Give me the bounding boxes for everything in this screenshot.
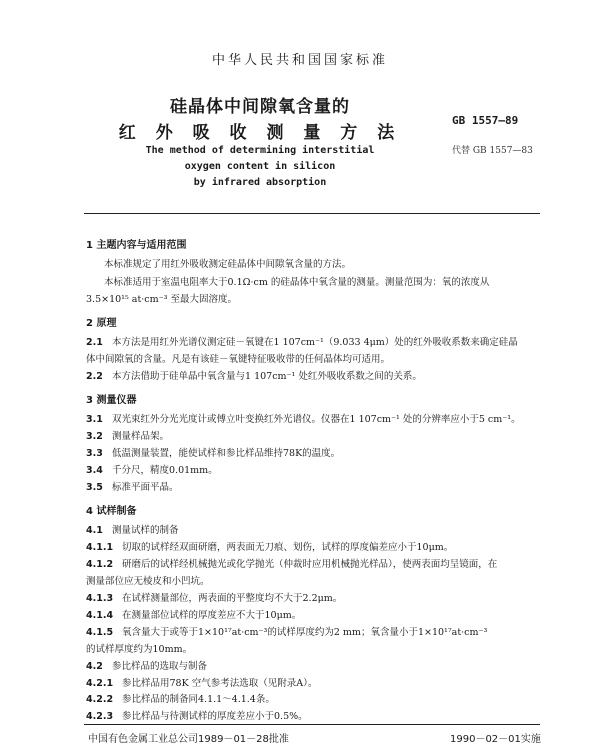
item-text: 测量样品架。 [112,431,170,442]
item-4-1-5-continued: 的试样厚度约为10mm。 [86,644,193,655]
item-4-1-2 [86,556,497,570]
item-number: 4.1.2 [86,559,114,570]
item-number: 4.2.1 [86,678,114,689]
item-4-2-3 [86,708,308,724]
item-number: 4.1.5 [86,627,114,638]
item-text: 切取的试样经双面研磨，两表面无刀痕、划伤，试样的厚度偏差应小于10μm。 [122,542,454,553]
section-1-paragraph-2b: 3.5×10¹⁵ at·cm⁻³ 至最大固溶度。 [86,294,237,305]
item-number: 3.3 [86,448,103,459]
item-4-1-2-continued: 测量部位应无棱皮和小凹坑。 [86,576,210,587]
item-2-1-continued: 体中间隙氧的含量。凡是有该硅－氧键特征吸收带的任何晶体均可适用。 [86,354,391,365]
item-number: 2.2 [86,371,103,382]
item-number: 4.1 [86,525,103,536]
item-number: 4.1.4 [86,610,114,621]
item-number: 3.2 [86,431,103,442]
national-standard-header: 中华人民共和国国家标准 [211,53,388,68]
title-en-line-1: The method of determining interstitial [145,145,375,156]
item-text: 标准平面平晶。 [112,482,179,493]
bottom-divider [84,724,540,725]
item-text: 在测量部位试样的厚度差应不大于10μm。 [122,610,302,621]
item-text: 千分尺，精度0.01mm。 [112,465,218,476]
section-1-heading: 1 主题内容与适用范围 [86,240,187,251]
item-number: 3.5 [86,482,103,493]
item-4-2 [86,658,207,672]
item-number: 4.1.1 [86,542,114,553]
item-3-3 [86,445,340,459]
title-cn-line-1: 硅晶体中间隙氧含量的 [170,97,350,117]
item-text: 本方法借助于硅单晶中氧含量与1 107cm⁻¹ 处红外吸收系数之间的关系。 [112,371,422,382]
section-1-paragraph-2a: 本标准适用于室温电阻率大于0.1Ω·cm 的硅晶体中氧含量的测量。测量范围为：氧的浓度从 [104,277,490,288]
item-number: 2.1 [86,337,103,348]
item-text: 氧含量大于或等于1×10¹⁷at·cm⁻³的试样厚度约为2 mm；氧含量小于1×10¹⁷at·cm⁻³ [122,627,488,638]
item-text: 在试样测量部位，两表面的平整度均不大于2.2μm。 [122,593,343,604]
item-text: 参比样品的制备同4.1.1～4.1.4条。 [122,694,275,705]
item-text: 测量试样的制备 [112,525,179,536]
item-4-1 [86,522,179,536]
item-2-2 [86,368,422,382]
item-2-1 [86,334,518,348]
item-3-2 [86,428,169,442]
item-number: 3.4 [86,465,103,476]
standard-code: GB 1557—89 [452,114,519,127]
item-text: 研磨后的试样经机械抛光或化学抛光（仲裁时应用机械抛光样品），使两表面均呈镜面，在 [122,559,498,570]
item-4-1-3 [86,590,342,604]
item-text: 双光束红外分光光度计或傅立叶变换红外光谱仪。仪器在1 107cm⁻¹ 处的分辨率应小于5 cm⁻¹。 [112,414,521,425]
approval-statement: 中国有色金属工业总公司1989－01－28批准 [88,734,289,745]
item-text: 参比样品与待测试样的厚度差应小于0.5%。 [122,711,308,722]
section-2-heading: 2 原理 [86,318,117,329]
section-4-heading: 4 试样制备 [86,506,137,517]
item-number: 4.2.3 [86,711,114,722]
item-text: 参比样品的选取与制备 [112,661,208,672]
title-en-line-2: oxygen content in silicon [184,161,336,172]
title-en-line-3: by infrared absorption [193,177,327,188]
item-4-1-1 [86,539,453,553]
item-number: 4.2 [86,661,103,672]
item-number: 4.1.3 [86,593,114,604]
top-divider [84,213,540,214]
replaces-standard: 代替 GB 1557—83 [452,146,533,156]
implementation-date: 1990－02－01实施 [450,734,541,745]
item-3-1 [86,411,521,425]
item-3-5 [86,479,179,493]
item-3-4 [86,462,218,476]
item-4-1-5 [86,624,487,638]
section-1-paragraph-1: 本标准规定了用红外吸收测定硅晶体中间隙氧含量的方法。 [104,259,352,270]
item-text: 参比样品用78K 空气参考法选取（见附录A）。 [122,678,318,689]
item-4-2-1 [86,675,317,689]
item-number: 4.2.2 [86,694,114,705]
section-3-heading: 3 测量仪器 [86,395,137,406]
item-text: 低温测量装置，能使试样和参比样品维持78K的温度。 [112,448,341,459]
item-text: 本方法是用红外光谱仪测定硅－氧键在1 107cm⁻¹（9.033 4μm）处的红外吸收系数来确定硅晶 [112,337,518,348]
title-cn-line-2: 红 外 吸 收 测 量 方 法 [118,123,402,143]
item-4-2-2 [86,691,275,705]
item-number: 3.1 [86,414,103,425]
item-4-1-4 [86,607,301,621]
